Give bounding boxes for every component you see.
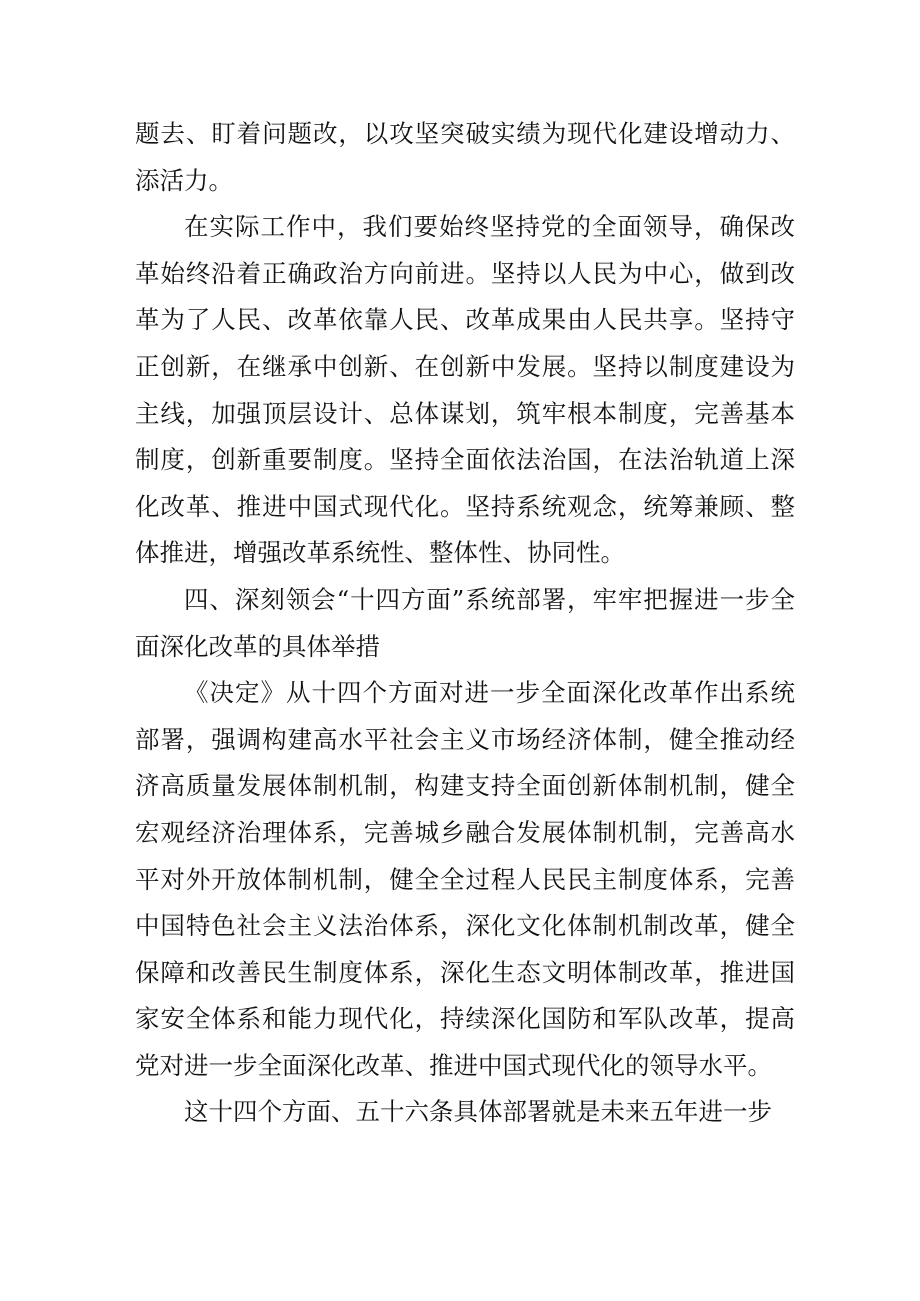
body-text	[135, 111, 795, 1136]
paragraph-continuation: 题去、盯着问题改，以攻坚突破实绩为现代化建设增动力、添活力。	[135, 119, 795, 195]
paragraph-decision-overview: 《决定》从十四个方面对进一步全面深化改革作出系统部署，强调构建高水平社会主义市场经济体制，健全推动经济高质量发展体制机制，构建支持全面创新体制机制，健全宏观经济治理体系，完善城乡融合发展体制机制，完善高水平对外开放体制机制，健全全过程人民民主制度体系，完善中国特色社会主义法治体系，深化文化体制机制改革，健全保障和改善民生制度体系，深化生态文明体制改革，推进国家安全体系和能力现代化，持续深化国防和军队改革，提高党对进一步全面深化改革、推进中国式现代化的领导水平。	[135, 678, 795, 1080]
section-heading-four: 四、深刻领会“十四方面”系统部署，牢牢把握进一步全面深化改革的具体举措	[135, 584, 795, 661]
paragraph-principles: 在实际工作中，我们要始终坚持党的全面领导，确保改革始终沿着正确政治方向前进。坚持以人民为中心，做到改革为了人民、改革依靠人民、改革成果由人民共享。坚持守正创新，在继承中创新、在创新中发展。坚持以制度建设为主线，加强顶层设计、总体谋划，筑牢根本制度，完善基本制度，创新重要制度。坚持全面依法治国，在法治轨道上深化改革、推进中国式现代化。坚持系统观念，统筹兼顾、整体推进，增强改革系统性、整体性、协同性。	[135, 212, 795, 568]
paragraph-fourteen-aspects: 这十四个方面、五十六条具体部署就是未来五年进一步	[184, 1097, 772, 1127]
